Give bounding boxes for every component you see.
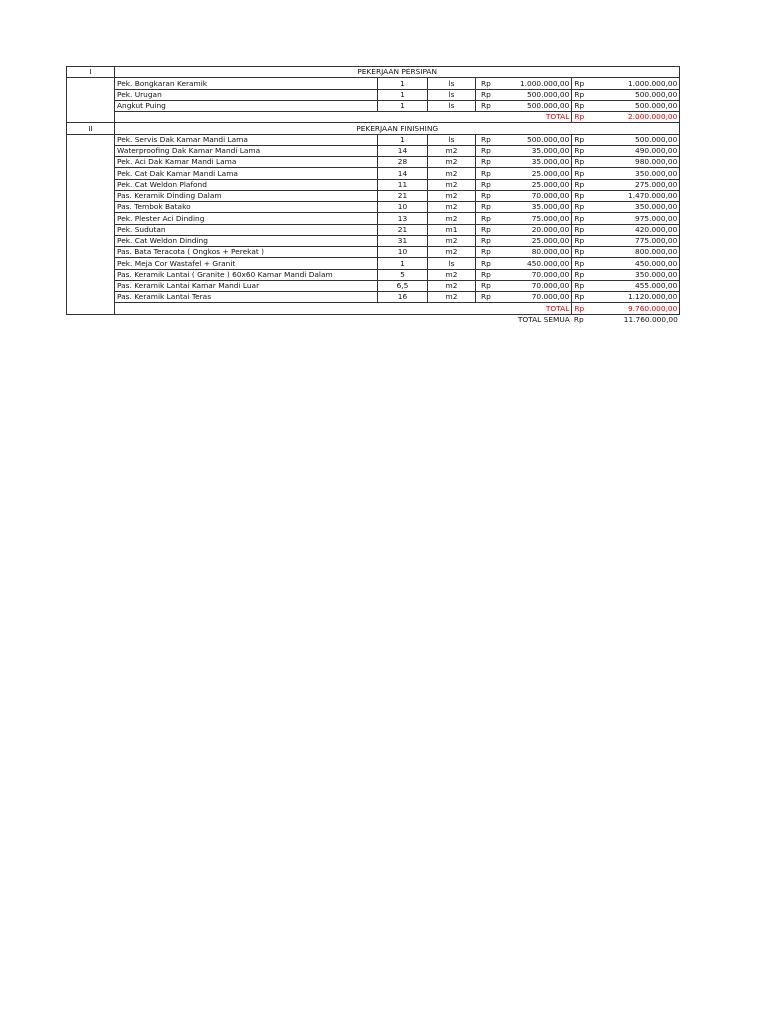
item-description: Pek. Urugan [115, 89, 378, 100]
table-row [67, 269, 680, 280]
grand-total-currency: Rp [573, 314, 584, 324]
item-total: 980.000,00 [588, 157, 680, 168]
item-quantity: 10 [378, 247, 428, 258]
price-currency: Rp [476, 134, 493, 145]
section-total-label: TOTAL [115, 112, 572, 123]
item-description: Pek. Plester Aci Dinding [115, 213, 378, 224]
item-quantity: 6,5 [378, 280, 428, 291]
item-total: 1.120.000,00 [588, 292, 680, 303]
total-currency: Rp [572, 157, 588, 168]
price-currency: Rp [476, 235, 493, 246]
table-row [67, 247, 680, 258]
price-currency: Rp [476, 100, 493, 111]
total-currency: Rp [572, 179, 588, 190]
item-description: Pek. Cat Weldon Dinding [115, 235, 378, 246]
item-unit: m2 [428, 190, 476, 201]
item-unit-price: 35.000,00 [493, 145, 572, 156]
price-currency: Rp [476, 280, 493, 291]
item-unit-price: 500.000,00 [493, 134, 572, 145]
total-currency: Rp [572, 292, 588, 303]
item-unit: m2 [428, 292, 476, 303]
item-unit: m1 [428, 224, 476, 235]
item-unit-price: 70.000,00 [493, 190, 572, 201]
item-unit-price: 500.000,00 [493, 89, 572, 100]
price-currency: Rp [476, 292, 493, 303]
item-unit: m2 [428, 157, 476, 168]
item-quantity: 14 [378, 145, 428, 156]
item-total: 975.000,00 [588, 213, 680, 224]
item-description: Pas. Keramik Dinding Dalam [115, 190, 378, 201]
total-currency: Rp [572, 100, 588, 111]
item-description: Pek. Bongkaran Keramik [115, 78, 378, 89]
item-quantity: 1 [378, 258, 428, 269]
price-currency: Rp [476, 179, 493, 190]
item-unit-price: 25.000,00 [493, 179, 572, 190]
section-total-currency: Rp [572, 112, 588, 123]
section-total-value: 9.760.000,00 [588, 303, 680, 314]
item-quantity: 28 [378, 157, 428, 168]
item-quantity: 5 [378, 269, 428, 280]
section-header-row [67, 123, 680, 134]
price-currency: Rp [476, 247, 493, 258]
item-quantity: 16 [378, 292, 428, 303]
price-currency: Rp [476, 89, 493, 100]
item-total: 275.000,00 [588, 179, 680, 190]
total-currency: Rp [572, 258, 588, 269]
item-quantity: 21 [378, 224, 428, 235]
item-description: Pek. Cat Weldon Plafond [115, 179, 378, 190]
price-currency: Rp [476, 190, 493, 201]
price-currency: Rp [476, 224, 493, 235]
table-row [67, 292, 680, 303]
price-currency: Rp [476, 213, 493, 224]
price-currency: Rp [476, 202, 493, 213]
item-unit: m2 [428, 235, 476, 246]
item-description: Pek. Sudutan [115, 224, 378, 235]
section-title: PEKERJAAN FINISHING [115, 123, 680, 134]
section-total-row [67, 112, 680, 123]
table-row [67, 213, 680, 224]
item-unit-price: 70.000,00 [493, 292, 572, 303]
section-number-spacer [67, 78, 115, 123]
item-quantity: 13 [378, 213, 428, 224]
item-unit-price: 80.000,00 [493, 247, 572, 258]
section-header-row [67, 67, 680, 78]
section-total-currency: Rp [572, 303, 588, 314]
section-total-value: 2.000.000,00 [588, 112, 680, 123]
table-row [67, 179, 680, 190]
table-body [67, 67, 680, 325]
table-row [67, 168, 680, 179]
item-description: Pas. Bata Teracota ( Ongkos + Perekat ) [115, 247, 378, 258]
item-quantity: 11 [378, 179, 428, 190]
item-description: Pek. Cat Dak Kamar Mandi Lama [115, 168, 378, 179]
item-unit: m2 [428, 202, 476, 213]
price-currency: Rp [476, 157, 493, 168]
item-quantity: 21 [378, 190, 428, 201]
item-unit: m2 [428, 213, 476, 224]
grand-total-label: TOTAL SEMUA [517, 314, 570, 324]
item-unit-price: 450.000,00 [493, 258, 572, 269]
item-description: Pas. Keramik Lantai Kamar Mandi Luar [115, 280, 378, 291]
total-currency: Rp [572, 202, 588, 213]
table-row [67, 280, 680, 291]
grand-total-row [67, 314, 680, 325]
item-total: 500.000,00 [588, 134, 680, 145]
item-total: 350.000,00 [588, 168, 680, 179]
total-currency: Rp [572, 78, 588, 89]
item-quantity: 31 [378, 235, 428, 246]
item-description: Pas. Keramik Lantai Teras [115, 292, 378, 303]
item-total: 350.000,00 [588, 269, 680, 280]
item-total: 455.000,00 [588, 280, 680, 291]
table-row [67, 145, 680, 156]
item-total: 500.000,00 [588, 100, 680, 111]
item-description: Pek. Aci Dak Kamar Mandi Lama [115, 157, 378, 168]
item-total: 1.470.000,00 [588, 190, 680, 201]
total-currency: Rp [572, 235, 588, 246]
price-currency: Rp [476, 258, 493, 269]
item-description: Waterproofing Dak Kamar Mandi Lama [115, 145, 378, 156]
item-unit-price: 25.000,00 [493, 235, 572, 246]
item-unit: m2 [428, 280, 476, 291]
price-currency: Rp [476, 145, 493, 156]
total-currency: Rp [572, 224, 588, 235]
item-unit: m2 [428, 179, 476, 190]
item-description: Pas. Tembok Batako [115, 202, 378, 213]
item-description: Angkut Puing [115, 100, 378, 111]
total-currency: Rp [572, 247, 588, 258]
item-description: Pek. Servis Dak Kamar Mandi Lama [115, 134, 378, 145]
total-currency: Rp [572, 168, 588, 179]
item-unit: ls [428, 134, 476, 145]
item-unit: ls [428, 89, 476, 100]
item-unit: ls [428, 258, 476, 269]
table-row [67, 157, 680, 168]
item-unit-price: 25.000,00 [493, 168, 572, 179]
item-total: 500.000,00 [588, 89, 680, 100]
section-total-label: TOTAL [115, 303, 572, 314]
price-currency: Rp [476, 269, 493, 280]
price-currency: Rp [476, 168, 493, 179]
item-total: 420.000,00 [588, 224, 680, 235]
item-unit: m2 [428, 247, 476, 258]
table-row [67, 224, 680, 235]
item-description: Pek. Meja Cor Wastafel + Granit [115, 258, 378, 269]
section-total-row [67, 303, 680, 314]
item-total: 350.000,00 [588, 202, 680, 213]
table-row [67, 134, 680, 145]
item-quantity: 1 [378, 100, 428, 111]
item-quantity: 1 [378, 78, 428, 89]
item-unit-price: 70.000,00 [493, 269, 572, 280]
item-unit: m2 [428, 269, 476, 280]
total-currency: Rp [572, 134, 588, 145]
item-unit-price: 500.000,00 [493, 100, 572, 111]
total-currency: Rp [572, 190, 588, 201]
section-number: II [67, 123, 115, 134]
section-number: I [67, 67, 115, 78]
item-total: 775.000,00 [588, 235, 680, 246]
item-unit: m2 [428, 145, 476, 156]
item-unit: ls [428, 100, 476, 111]
total-currency: Rp [572, 269, 588, 280]
item-unit-price: 70.000,00 [493, 280, 572, 291]
grand-total-value: 11.760.000,00 [623, 314, 678, 324]
total-currency: Rp [572, 280, 588, 291]
item-unit-price: 35.000,00 [493, 157, 572, 168]
item-total: 490.000,00 [588, 145, 680, 156]
item-quantity: 10 [378, 202, 428, 213]
item-unit: m2 [428, 168, 476, 179]
total-currency: Rp [572, 89, 588, 100]
table-row [67, 190, 680, 201]
section-number-spacer [67, 134, 115, 314]
item-unit-price: 20.000,00 [493, 224, 572, 235]
price-currency: Rp [476, 78, 493, 89]
total-currency: Rp [572, 213, 588, 224]
item-unit-price: 1.000.000,00 [493, 78, 572, 89]
table-row [67, 202, 680, 213]
table-row [67, 100, 680, 111]
item-total: 800.000,00 [588, 247, 680, 258]
item-quantity: 1 [378, 134, 428, 145]
section-title: PEKERJAAN PERSIPAN [115, 67, 680, 78]
item-quantity: 1 [378, 89, 428, 100]
item-unit-price: 75.000,00 [493, 213, 572, 224]
item-quantity: 14 [378, 168, 428, 179]
table-row [67, 78, 680, 89]
item-total: 450.000,00 [588, 258, 680, 269]
cost-estimate-table [66, 66, 680, 325]
table-row [67, 235, 680, 246]
item-unit: ls [428, 78, 476, 89]
item-unit-price: 35.000,00 [493, 202, 572, 213]
table-row [67, 258, 680, 269]
item-total: 1.000.000,00 [588, 78, 680, 89]
total-currency: Rp [572, 145, 588, 156]
item-description: Pas. Keramik Lantai ( Granite ) 60x60 Kamar Mandi Dalam [115, 269, 378, 280]
table-row [67, 89, 680, 100]
